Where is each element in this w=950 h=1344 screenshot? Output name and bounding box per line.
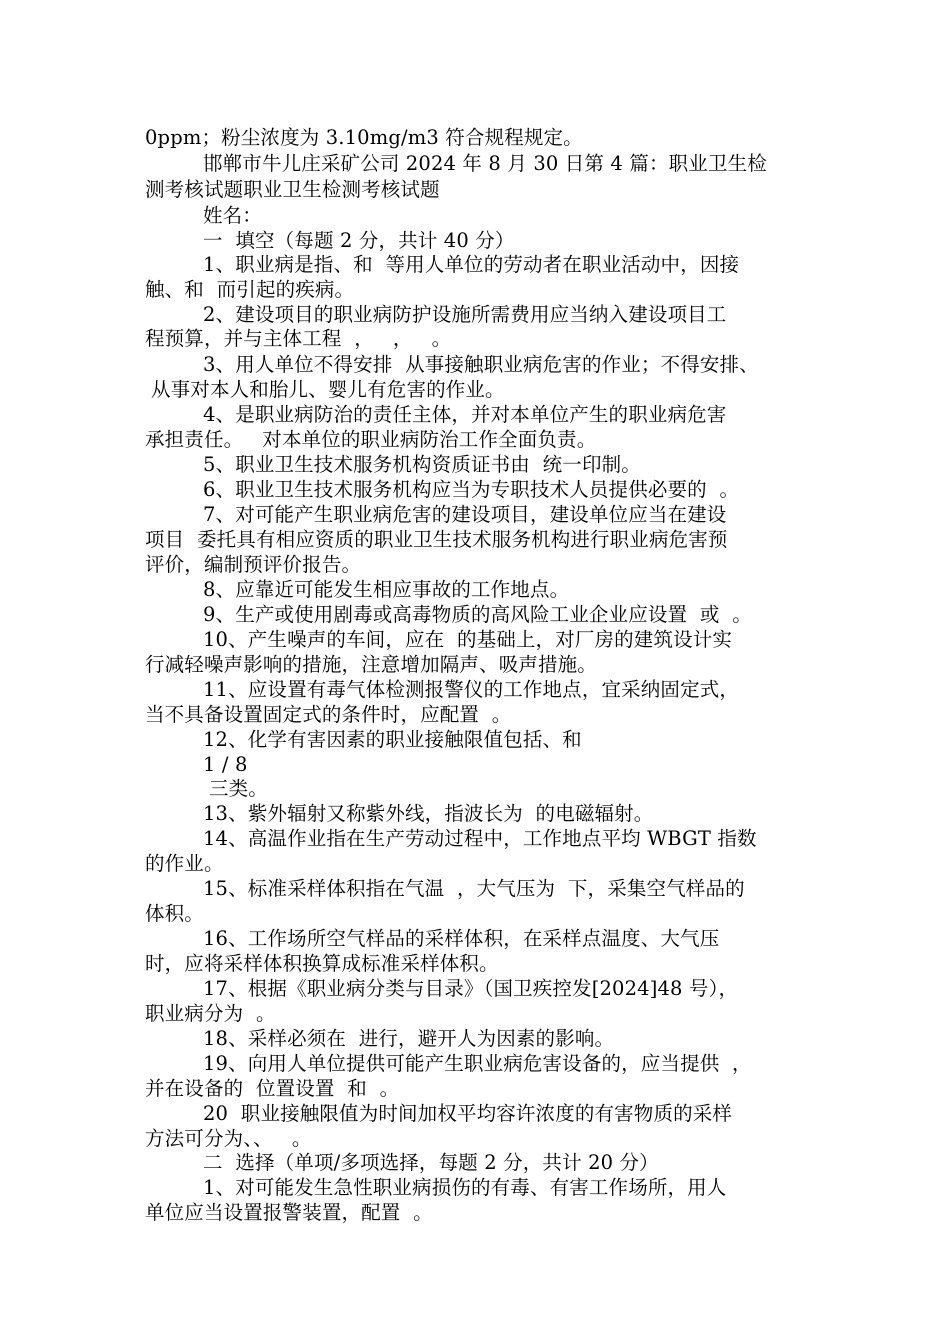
question-item: 13、紫外辐射又称紫外线，指波长为 的电磁辐射。 bbox=[203, 802, 654, 825]
text-line: 单位应当设置报警装置，配置 。 bbox=[145, 1201, 433, 1224]
text-line: 三类。 bbox=[209, 777, 268, 800]
question-item: 18、采样必须在 进行，避开人为因素的影响。 bbox=[203, 1027, 615, 1050]
question-item: 19、向用人单位提供可能产生职业病危害设备的，应当提供 ， bbox=[203, 1052, 752, 1075]
text-line: 从事对本人和胎儿、婴儿有危害的作业。 bbox=[151, 378, 505, 401]
question-item: 14、高温作业指在生产劳动过程中，工作地点平均 WBGT 指数 bbox=[203, 827, 757, 850]
question-item: 11、应设置有毒气体检测报警仪的工作地点，宜采纳固定式， bbox=[203, 678, 740, 701]
text-line: 评价，编制预评价报告。 bbox=[145, 553, 362, 576]
text-line: 项目 委托具有相应资质的职业卫生技术服务机构进行职业病危害预 bbox=[145, 528, 728, 551]
text-line: 职业病分为 。 bbox=[145, 1002, 276, 1025]
question-item: 16、工作场所空气样品的采样体积，在采样点温度、大气压 bbox=[203, 927, 720, 950]
question-item: 2、建设项目的职业病防护设施所需费用应当纳入建设项目工 bbox=[203, 303, 727, 326]
text-line: 测考核试题职业卫生检测考核试题 bbox=[145, 178, 440, 201]
text-line: 姓名： bbox=[203, 204, 262, 227]
text-line: 触、和 而引起的疾病。 bbox=[145, 278, 355, 301]
text-line: 行减轻噪声影响的措施，注意增加隔声、吸声措施。 bbox=[145, 653, 597, 676]
text-line: 承担责任。 对本单位的职业病防治工作全面负责。 bbox=[145, 428, 597, 451]
text-line: 体积。 bbox=[145, 902, 204, 925]
text-line: 当不具备设置固定式的条件时，应配置 。 bbox=[145, 703, 512, 726]
question-item: 10、产生噪声的车间，应在 的基础上，对厂房的建筑设计实 bbox=[203, 628, 733, 651]
text-line: 程预算，并与主体工程 ， ， 。 bbox=[145, 327, 452, 350]
question-item: 12、化学有害因素的职业接触限值包括、和 bbox=[203, 728, 582, 751]
page-number: 1 / 8 bbox=[203, 753, 248, 776]
question-item: 6、职业卫生技术服务机构应当为专职技术人员提供必要的 。 bbox=[203, 478, 740, 501]
question-item: 8、应靠近可能发生相应事故的工作地点。 bbox=[203, 578, 570, 601]
question-item: 3、用人单位不得安排 从事接触职业病危害的作业；不得安排、 bbox=[203, 353, 759, 376]
question-item: 7、对可能产生职业病危害的建设项目，建设单位应当在建设 bbox=[203, 503, 727, 526]
text-line: 方法可分为、、 。 bbox=[145, 1127, 312, 1150]
question-item: 1、对可能发生急性职业病损伤的有毒、有害工作场所，用人 bbox=[203, 1176, 727, 1199]
text-line: 时，应将采样体积换算成标准采样体积。 bbox=[145, 952, 499, 975]
question-item: 15、标准采样体积指在气温 ，大气压为 下，采集空气样品的 bbox=[203, 877, 745, 900]
section-heading: 一 填空（每题 2 分，共计 40 分） bbox=[203, 229, 515, 252]
question-item: 5、职业卫生技术服务机构资质证书由 统一印制。 bbox=[203, 453, 641, 476]
question-item: 9、生产或使用剧毒或高毒物质的高风险工业企业应设置 或 。 bbox=[203, 603, 752, 626]
question-item: 20 职业接触限值为时间加权平均容许浓度的有害物质的采样 bbox=[203, 1102, 733, 1125]
text-line: 的作业。 bbox=[145, 852, 224, 875]
text-line: 0ppm；粉尘浓度为 3.10mg/m3 符合规程规定。 bbox=[145, 126, 583, 149]
text-line: 并在设备的 位置设置 和 。 bbox=[145, 1077, 400, 1100]
question-item: 1、职业病是指、和 等用人单位的劳动者在职业活动中，因接 bbox=[203, 253, 740, 276]
section-heading: 二 选择（单项/多项选择，每题 2 分，共计 20 分） bbox=[203, 1151, 659, 1174]
question-item: 4、是职业病防治的责任主体，并对本单位产生的职业病危害 bbox=[203, 403, 727, 426]
text-line: 邯郸市牛儿庄采矿公司 2024 年 8 月 30 日第 4 篇：职业卫生检 bbox=[203, 152, 767, 175]
question-item: 17、根据《职业病分类与目录》（国卫疾控发[2024]48 号）， bbox=[203, 977, 739, 1000]
